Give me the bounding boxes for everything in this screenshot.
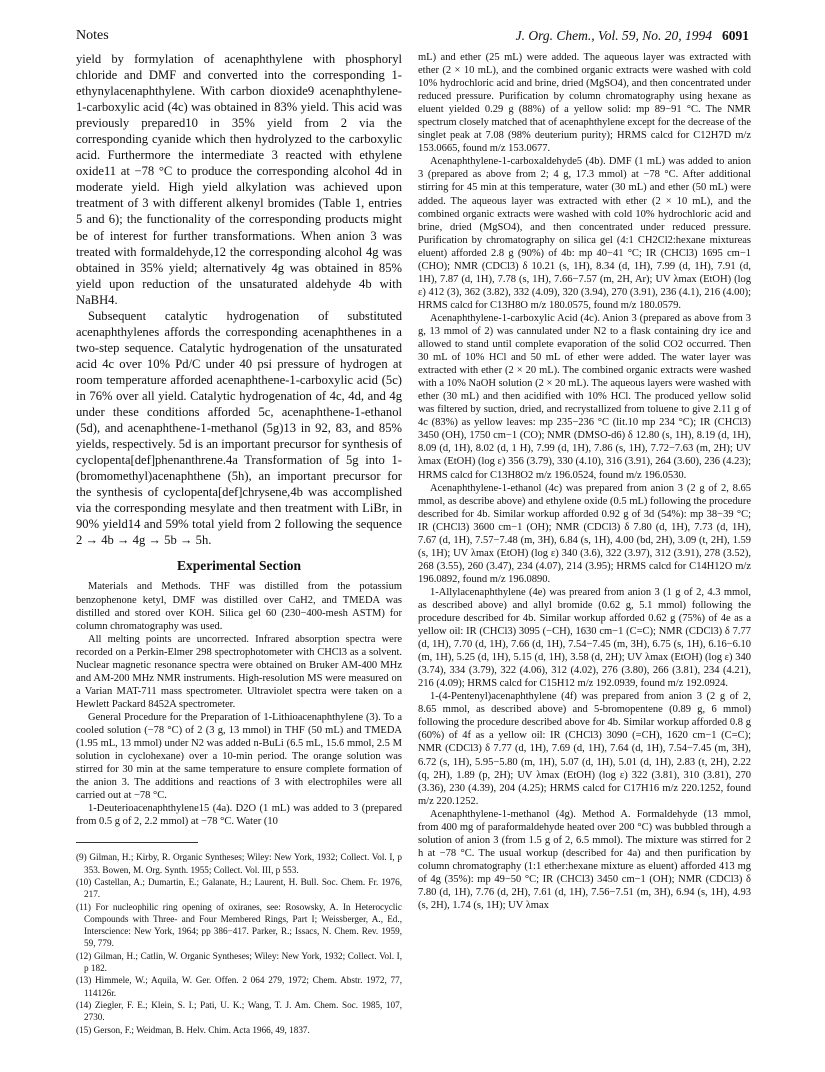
footnote-rule [76, 842, 198, 843]
footnote: (15) Gerson, F.; Weidman, B. Helv. Chim. Acta 1966, 49, 1837. [76, 1024, 310, 1035]
experimental-paragraph: Materials and Methods. THF was distilled from the potassium benzophenone ketyl, DMF was distilled over CaH2, and TMEDA was distilled and stored over KOH. Silica gel 60 (230−400-mesh ASTM) for column chromatography was used. [76, 581, 402, 632]
experimental-paragraph: All melting points are uncorrected. Infrared absorption spectra were recorded on a Perkin-Elmer 298 spectrophotometer with CHCl3 as a solvent. Nuclear magnetic resonance spectra were obtained on Bruker AM-400 MHz and AM-200 MHz NMR instruments. High-resolution MS were measured on a Varian MAT-711 mass spectrometer. Ultraviolet spectra were taken on a Hewlett Packard 8452A spectrometer. [76, 633, 402, 710]
footnote: (14) Ziegler, F. E.; Klein, S. I.; Pati, U. K.; Wang, T. J. Am. Chem. Soc. 1985, 107, 2730. [76, 999, 402, 1023]
right-column [418, 51, 751, 912]
procedure-paragraph: Acenaphthylene-1-carboxaldehyde5 (4b). DMF (1 mL) was added to anion 3 (prepared as above from 2; 4 g, 17.3 mmol) at −78 °C. After additional stirring for 45 min at this temperature, water (30 mL) and ether (50 mL) were added. The aqueous layer was extracted with ether (2 × 10 mL), and the combined organic extracts were washed with cold 10% hydrochloric acid and brine, dried (MgSO4), and then concentrated under reduced pressure. Purification by chromatography on silica gel (4:1 CH2Cl2:hexane mixtureas eluent) afforded 2.8 g (90%) of 4b: mp 40−41 °C; IR (CHCl3) 1695 cm−1 (CHO); NMR (CDCl3) δ 10.21 (s, 1H), 8.34 (d, 1H), 7.99 (d, 1H), 7.91 (d, 1H), 7.87 (d, 1H), 7.78 (s, 1H), 7.66−7.57 (m, 2H, Ar); UV λmax (EtOH) (log ε) 412 (3), 362 (3.82), 332 (4.09), 320 (3.94), 270 (3.91), 236 (4.1), 216 (4.00); HRMS calcd for C13H8O m/z 180.0575, found m/z 180.0579. [418, 156, 751, 311]
footnotes [76, 851, 402, 1035]
section-title: Experimental Section [176, 558, 302, 574]
procedure-paragraph: Acenaphthylene-1-methanol (4g). Method A. Formaldehyde (13 mmol, from 400 mg of paraformaldehyde heated over 200 °C) was bubbled through a solution of anion 3 (from 1.5 g of 2, 6.5 mmol). The mixture was stirred for 2 h at −78 °C. The usual workup (described for 4a) and then purification by column chromatography (1:1 ether:hexane mixture as eluent) afforded 413 mg of 4g (35%): mp 49−50 °C; IR (CHCl3) 3450 cm−1 (OH); NMR (CDCl3) δ 7.80 (d, 1H), 7.76 (d, 2H), 7.61 (d, 1H), 7.56−7.51 (m, 3H), 6.94 (s, 1H), 4.93 (s, 2H), 1.74 (s, 1H); UV λmax [418, 808, 751, 912]
intro-paragraph: yield by formylation of acenaphthylene with phosphoryl chloride and DMF and converted into the corresponding 1-ethynylacenaphthylene. With carbon dioxide9 acenaphthylene-1-carboxylic acid (4c) was obtained in 83% yield. This acid was previously prepared10 in 35% yield from 2 via the corresponding cyanide which then hydrolyzed to the carboxylic acid. Furthermore the intermediate 3 reacted with ethylene oxide11 at −78 °C to produce the corresponding alcohol 4d in moderate yield. High yield alkylation was achieved upon treatment of 3 with different alkenyl bromides (Table 1, entries 5 and 6); the functionality of the corresponding products might be of interest for further transformations. When anion 3 was treated with formaldehyde,12 the corresponding alcohol 4g was obtained in 35% yield; alternatively 4g was obtained in 85% yield upon reduction of the unsaturated aldehyde 4b with NaBH4. [76, 52, 402, 307]
page-number: 6091 [722, 28, 749, 43]
procedure-paragraph: mL) and ether (25 mL) were added. The aqueous layer was extracted with ether (2 × 10 mL), and the combined organic extracts were washed with cold 10% hydrochloric acid and brine, dried (MgSO4), and then concentrated under reduced pressure. Purification by column chromatography using hexane as eluent yielded 0.29 g (88%) of a yellow solid: mp 89−91 °C. The NMR spectrum closely matched that of acenaphthylene except for the decrease of the singlet peak at 7.08 (98% deuterium purity); HRMS calcd for C12H7D m/z 153.0665, found m/z 153.0677. [418, 52, 751, 155]
footnote: (12) Gilman, H.; Catlin, W. Organic Syntheses; Wiley: New York, 1932; Collect. Vol. I, p 182. [76, 950, 402, 974]
journal-citation: J. Org. Chem., Vol. 59, No. 20, 1994 [515, 28, 712, 43]
experimental-text [76, 580, 402, 828]
footnote: (13) Himmele, W.; Aquila, W. Ger. Offen. 2 064 279, 1972; Chem. Abstr. 1972, 77, 114126r. [76, 975, 402, 998]
procedure-paragraph: Acenaphthylene-1-ethanol (4c) was prepared from anion 3 (2 g of 2, 8.65 mmol, as describe above) and ethylene oxide (0.5 mL) following the procedure described for 4b. Similar workup afforded 0.92 g of 3d (54%): mp 38−39 °C; IR (CHCl3) 3600 cm−1 (OH); NMR (CDCl3) δ 7.80 (d, 1H), 7.73 (d, 1H), 7.67 (d, 1H), 7.57−7.48 (m, 3H), 6.84 (s, 1H), 4.00 (bd, 2H), 3.09 (t, 2H), 1.59 (s, 1H); UV λmax (EtOH) (log ε) 340 (3.6), 322 (3.97), 312 (3.91), 278 (3.52), 268 (3.55), 260 (3.47), 234 (4.07), 214 (3.95); HRMS calcd for C14H12O m/z 196.0892, found m/z 196.0890. [418, 482, 751, 585]
footnote: (9) Gilman, H.; Kirby, R. Organic Syntheses; Wiley: New York, 1932; Collect. Vol. I, p 353. Bowen, M. Org. Synth. 1955; Collect. Vol. III, p 553. [76, 852, 402, 875]
running-header-journal [516, 28, 749, 44]
running-header-section: Notes [76, 28, 109, 43]
footnote: (11) For nucleophilic ring opening of oxiranes, see: Rosowsky, A. In Heterocyclic Compounds with Three- and Four Membered Rings, Part I; Weissberger, A., Ed., Interscience: New York, 1964; pp 386−417. Parker, R.; Issacs, N. Chem. Rev. 1959, 59, 779. [76, 901, 402, 949]
footnote: (10) Castellan, A.; Dumartin, E.; Galanate, H.; Laurent, H. Bull. Soc. Chem. Fr. 1976, 217. [76, 876, 402, 900]
left-column [76, 51, 402, 1036]
intro-text [76, 51, 402, 548]
experimental-paragraph: 1-Deuterioacenaphthylene15 (4a). D2O (1 mL) was added to 3 (prepared from 0.5 g of 2, 2.2 mmol) at −78 °C. Water (10 [76, 803, 402, 828]
procedure-paragraph: 1-(4-Pentenyl)acenaphthylene (4f) was prepared from anion 3 (2 g of 2, 8.65 mmol, as described above) and 5-bromopentene (0.89 g, 6 mmol) following the procedure described above for 4b. Similar workup afforded 0.8 g (60%) of 4f as a yellow oil: IR (CHCl3) 3090 (=CH), 1620 cm−1 (C=C); NMR (CDCl3) δ 7.77 (d, 1H), 7.69 (d, 1H), 7.64 (d, 1H), 7.54−7.45 (m, 3H), 6.72 (s, 1H), 5.95−5.80 (m, 1H), 5.07 (d, 1H), 5.01 (d, 1H), 2.83 (t, 2H), 2.22 (q, 2H), 1.89 (p, 2H); UV λmax (EtOH) (log ε) 322 (3.81), 310 (3.81), 270 (3.36), 230 (4.39), 204 (4.25); HRMS calcd for C17H16 m/z 220.1252, found m/z 220.1252. [418, 691, 751, 807]
procedure-paragraph: 1-Allylacenaphthylene (4e) was preared from anion 3 (1 g of 2, 4.3 mmol, as described above) and allyl bromide (0.62 g, 5.1 mmol) following the procedure described for 4b. Similar workup afforded 0.62 g (75%) of 4e as a yellow oil: IR (CHCl3) 3095 (−CH), 1630 cm−1 (C=C); NMR (CDCl3) δ 7.77 (d, 1H), 7.70 (d, 1H), 7.66 (d, 1H), 7.54−7.45 (m, 3H), 6.75 (s, 1H), 6.16−6.10 (m, 1H), 5.25 (d, 1H), 5.15 (d, 1H), 3.58 (d, 2H); UV λmax (EtOH) (log ε) 340 (3.74), 334 (3.79), 322 (4.06), 312 (4.02), 276 (3.80), 266 (3.81), 234 (4.21), 216 (4.09); HRMS calcd for C15H12 m/z 192.0939, found m/z 192.0924. [418, 586, 751, 690]
intro-paragraph: Subsequent catalytic hydrogenation of substituted acenaphthylenes affords the corresponding acenaphthenes in a two-step sequence. Catalytic hydrogenation of the unsaturated acid 4c over 10% Pd/C under 40 psi pressure of hydrogen at room temperature afforded acenaphthene-1-carboxylic acid (5c) in 76% over all yield. Catalytic hydrogenation of 4c, 4d, and 4g under these conditions afforded 5c, acenaphthene-1-ethanol (5d), and acenaphthene-1-methanol (5g)13 in 92, 83, and 85% yields, respectively. 5d is an important precursor for synthesis of cyclopenta[def]phenanthrene.4a Transformation of 5g into 1-(bromomethyl)acenaphthene (5h), an important precursor for the synthesis of cyclopenta[def]chrysene,4b was accomplished via the corresponding mesylate and then treatment with LiBr, in 90% yield14 and 59% total yield from 2 following the sequence 2 → 4b → 4g → 5b → 5h. [76, 308, 402, 548]
experimental-paragraph: General Procedure for the Preparation of 1-Lithioacenaphthylene (3). To a cooled solution (−78 °C) of 2 (3 g, 13 mmol) in THF (50 mL) and TMEDA (1.95 mL, 13 mmol) under N2 was added n-BuLi (6.5 mL, 15.6 mmol, 2.5 M solution in cyclohexane) over a 10-min period. The orange solution was stirred for 30 min at the same temperature to ensure complete formation of the anion 3. The additions and reactions of 3 with electrophiles were all carried out at −78 °C. [76, 711, 402, 802]
procedure-paragraph: Acenaphthylene-1-carboxylic Acid (4c). Anion 3 (prepared as above from 3 g, 13 mmol of 2) was cannulated under N2 to a flask containing dry ice and allowed to stand until complete evaporation of the solid CO2 occurred. Then 30 mL of 10% HCl and 50 mL of ether were added. The water layer was extracted with ether (2 × 20 mL). The combined organic extracts were washed with a 10% NaOH solution (2 × 20 mL). The aqueous layers were washed with ether (30 mL) and then acidified with 10% HCl. The produced yellow solid was filtered by suction, dried, and recrystallized from toluene to give 2.11 g of 4c (83%) as yellow leaves: mp 235−236 °C (lit.10 mp 234 °C); IR (CHCl3) 3450 (OH), 1750 cm−1 (CO); NMR (DMSO-d6) δ 12.80 (s, 1H), 8.19 (d, 1H), 8.09 (d, 1H), 8.02 (d, 1 H), 7.99 (d, 1H), 7.86 (s, 1H), 7.72−7.63 (m, 2H); UV λmax (EtOH) (log ε) 356 (3.79), 330 (4.10), 316 (3.91), 264 (3.60), 236 (4.23); HRMS calcd for C13H8O2 m/z 196.0524, found m/z 196.0530. [418, 312, 751, 481]
